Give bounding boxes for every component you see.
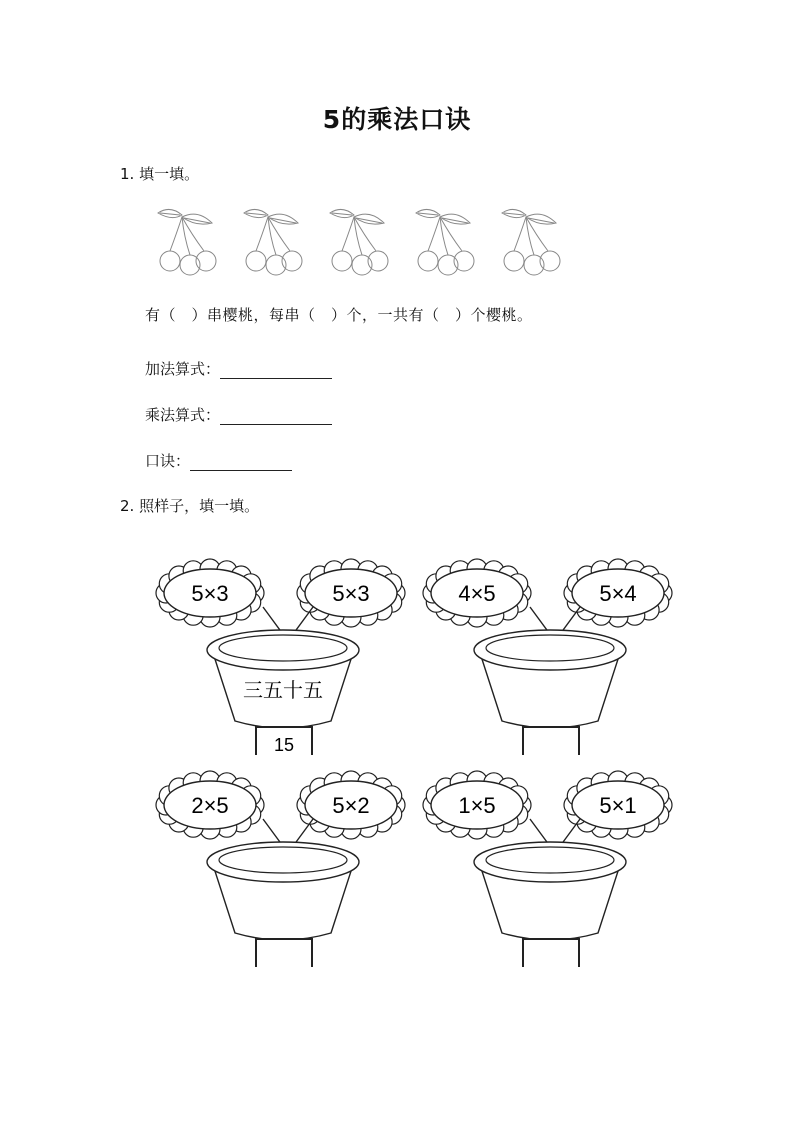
pot (207, 630, 359, 728)
cherry-bunch (244, 209, 302, 275)
addition-formula-row (145, 358, 332, 379)
flower-pots-exercise (0, 545, 794, 985)
page-title: 5的乘法口诀 (322, 105, 472, 134)
multiplication-formula-row (145, 404, 332, 425)
flower-pot-item (422, 545, 682, 755)
flower-pot-item (155, 545, 415, 755)
multiplication-answer-line[interactable] (220, 406, 332, 425)
addition-formula-label: 加法算式： (145, 360, 221, 378)
rhyme-label: 口诀： (145, 452, 191, 470)
cherry-bunch (416, 209, 474, 275)
answer-box[interactable] (523, 939, 579, 967)
left-flower-expression: 5×3 (191, 581, 229, 606)
cherry-bunch (158, 209, 216, 275)
right-flower-expression: 5×4 (599, 581, 637, 606)
right-flower-expression: 5×3 (332, 581, 370, 606)
question-1-heading (120, 163, 199, 184)
cherry-bunch (502, 209, 560, 275)
pot-rhyme-text: 三五十五 (243, 680, 323, 702)
pot (207, 842, 359, 940)
cherries-illustration (148, 205, 564, 279)
rhyme-answer-line[interactable] (190, 452, 292, 471)
multiplication-formula-label: 乘法算式： (145, 406, 221, 424)
right-flower-expression: 5×2 (332, 793, 370, 818)
flower-pot-item (422, 757, 682, 967)
question-text: 照样子，填一填。 (139, 497, 260, 515)
left-flower-expression: 2×5 (191, 793, 229, 818)
question-number: 2. (120, 497, 135, 515)
right-flower-expression: 5×1 (599, 793, 637, 818)
cherry-question-sentence: 有（ ）串樱桃，每串（ ）个，一共有（ ）个樱桃。 (145, 306, 533, 324)
left-flower-expression: 4×5 (458, 581, 496, 606)
question-2-heading (120, 495, 259, 516)
answer-box[interactable] (523, 727, 579, 755)
flower-pot-item (155, 757, 415, 967)
rhyme-row (145, 450, 292, 471)
answer-box[interactable] (256, 939, 312, 967)
question-number: 1. (120, 165, 135, 183)
cherry-bunch (330, 209, 388, 275)
answer-value: 15 (273, 735, 295, 755)
question-text: 填一填。 (139, 165, 200, 183)
left-flower-expression: 1×5 (458, 793, 496, 818)
pot (474, 630, 626, 728)
pot (474, 842, 626, 940)
addition-answer-line[interactable] (220, 360, 332, 379)
